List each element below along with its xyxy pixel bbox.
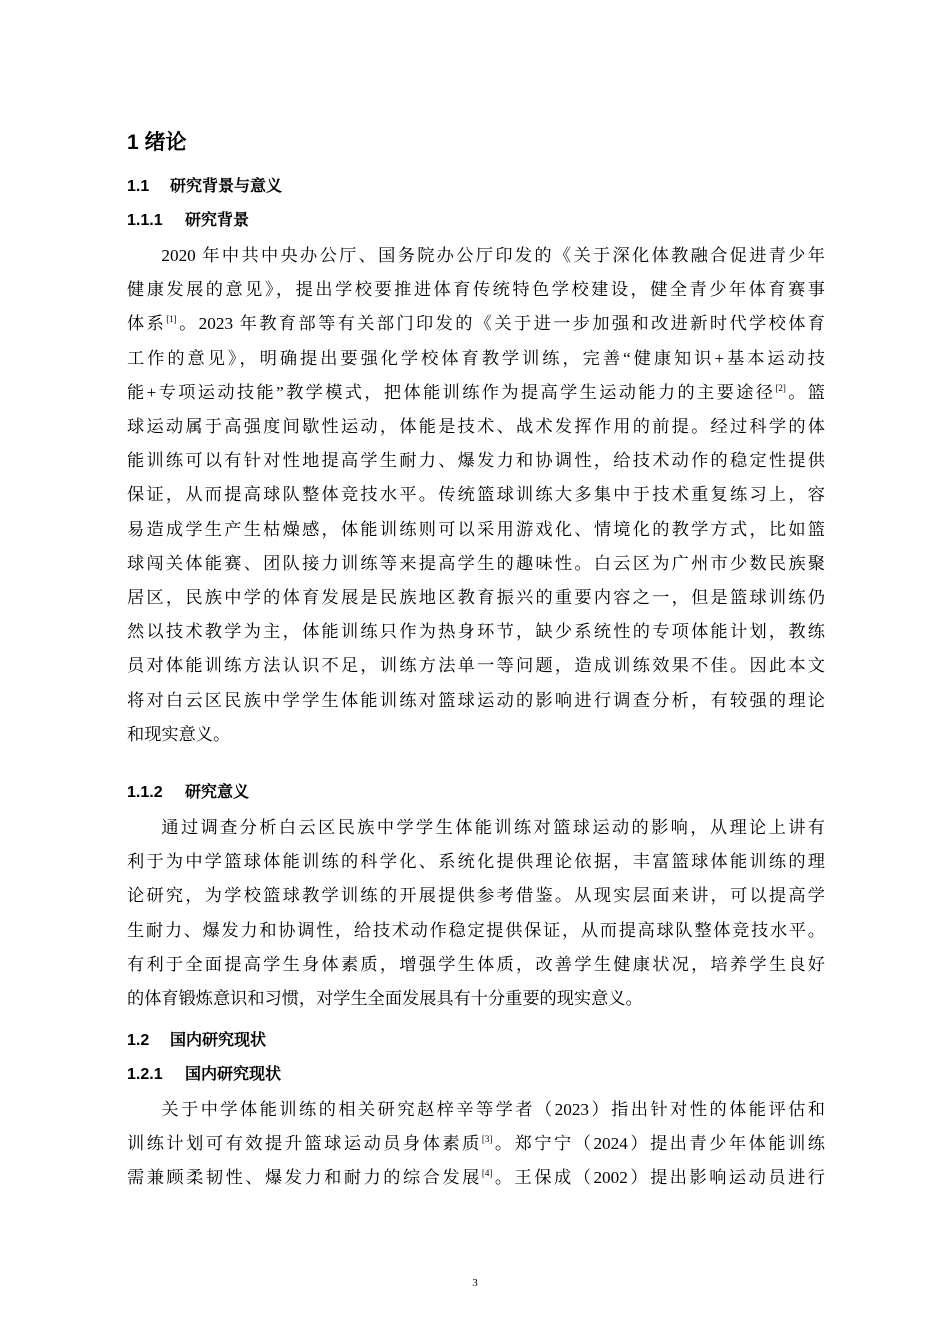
text-line: 训练计划可有效提升篮球运动员身体素质[3]。郑宁宁（2024）提出青少年体能训练 <box>127 1134 825 1154</box>
paragraph-research-background <box>127 239 825 752</box>
text-line: 利于为中学篮球体能训练的科学化、系统化提供理论依据，丰富篮球体能训练的理 <box>127 852 825 872</box>
section-number: 1.2 <box>127 1032 150 1049</box>
text-line: 将对白云区民族中学学生体能训练对篮球运动的影响进行调查分析，有较强的理论 <box>127 690 825 710</box>
subsection-number: 1.2.1 <box>127 1066 163 1083</box>
text-line: 然以技术教学为主，体能训练只作为热身环节，缺少系统性的专项体能计划，教练 <box>127 622 825 642</box>
text-line: 保证，从而提高球队整体竞技水平。传统篮球训练大多集中于技术重复练习上，容 <box>127 485 825 505</box>
text-line: 能训练可以有针对性地提高学生耐力、爆发力和协调性，给技术动作的稳定性提供 <box>127 451 825 471</box>
text-line: 关于中学体能训练的相关研究赵梓辛等学者（2023）指出针对性的体能评估和 <box>161 1100 825 1119</box>
section-heading-1-1 <box>127 174 282 200</box>
text-line: 健康发展的意见》，提出学校要推进体育传统特色学校建设，健全青少年体育赛事 <box>127 280 825 300</box>
page-number: 3 <box>472 1277 478 1289</box>
text-line: 员对体能训练方法认识不足，训练方法单一等问题，造成训练效果不佳。因此本文 <box>127 656 825 676</box>
section-title: 国内研究现状 <box>170 1032 267 1049</box>
subsection-title: 研究意义 <box>185 784 250 801</box>
subsection-heading-1-2-1 <box>127 1062 281 1088</box>
chapter-heading: 1 绪论 <box>127 131 187 154</box>
subsection-title: 研究背景 <box>185 212 250 229</box>
section-heading-1-2 <box>127 1028 266 1054</box>
citation-3: [3] <box>481 1134 493 1145</box>
text-line: 球闯关体能赛、团队接力训练等来提高学生的趣味性。白云区为广州市少数民族聚 <box>127 553 825 573</box>
subsection-title: 国内研究现状 <box>185 1066 282 1083</box>
text-line: 通过调查分析白云区民族中学学生体能训练对篮球运动的影响，从理论上讲有 <box>161 818 825 837</box>
text-line: 易造成学生产生枯燥感，体能训练则可以采用游戏化、情境化的教学方式，比如篮 <box>127 519 825 539</box>
text-line: 生耐力、爆发力和协调性，给技术动作稳定提供保证，从而提高球队整体竞技水平。 <box>127 920 825 940</box>
text-line: 的体育锻炼意识和习惯，对学生全面发展具有十分重要的现实意义。 <box>127 989 643 1009</box>
citation-4: [4] <box>481 1168 493 1179</box>
subsection-number: 1.1.2 <box>127 784 163 801</box>
paragraph-research-significance <box>127 811 825 1016</box>
text-line: 需兼顾柔韧性、爆发力和耐力的综合发展[4]。王保成（2002）提出影响运动员进行 <box>127 1168 825 1188</box>
text-line: 论研究，为学校篮球教学训练的开展提供参考借鉴。从现实层面来讲，可以提高学 <box>127 886 825 906</box>
section-title: 研究背景与意义 <box>170 178 283 195</box>
text-line: 居区，民族中学的体育发展是民族地区教育振兴的重要内容之一，但是篮球训练仍 <box>127 588 825 608</box>
citation-1: [1] <box>166 314 177 325</box>
text-line: 有利于全面提高学生身体素质，增强学生体质，改善学生健康状况，培养学生良好 <box>127 954 825 974</box>
text-line: 体系[1]。2023 年教育部等有关部门印发的《关于进一步加强和改进新时代学校体育 <box>127 314 825 334</box>
citation-2: [2] <box>775 382 786 393</box>
subsection-number: 1.1.1 <box>127 212 163 229</box>
subsection-heading-1-1-2 <box>127 780 249 806</box>
text-line: 球运动属于高强度间歇性运动，体能是技术、战术发挥作用的前提。经过科学的体 <box>127 417 825 437</box>
paragraph-domestic-research <box>127 1093 825 1196</box>
subsection-heading-1-1-1 <box>127 208 249 234</box>
text-line: 和现实意义。 <box>127 724 231 744</box>
text-line: 2020 年中共中央办公厅、国务院办公厅印发的《关于深化体教融合促进青少年 <box>161 246 825 265</box>
text-line: 能+专项运动技能”教学模式，把体能训练作为提高学生运动能力的主要途径[2]。篮 <box>127 382 825 402</box>
text-line: 工作的意见》，明确提出要强化学校体育教学训练，完善“健康知识+基本运动技 <box>127 348 825 368</box>
section-number: 1.1 <box>127 178 150 195</box>
